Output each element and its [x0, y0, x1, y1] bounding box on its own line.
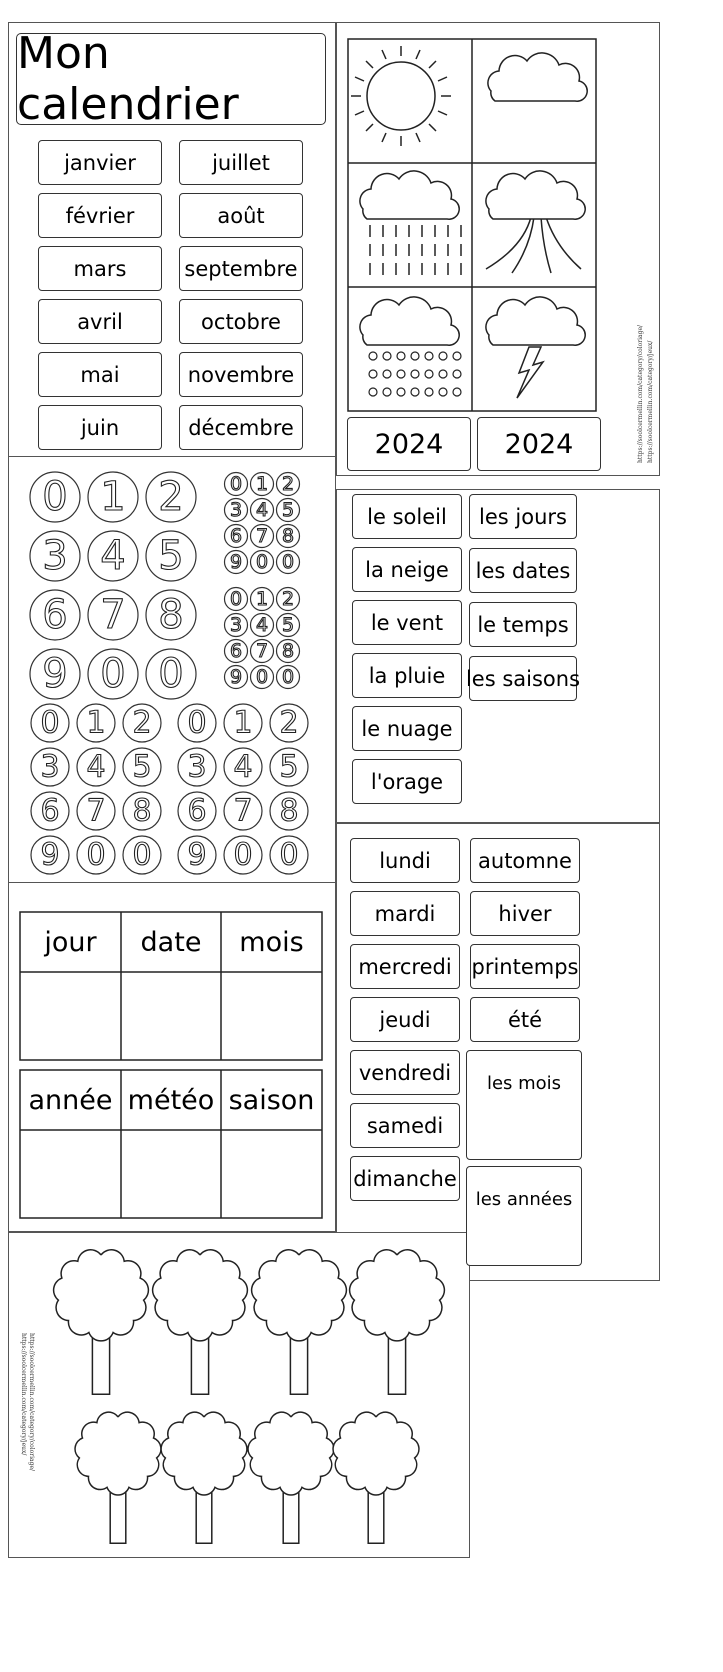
- digit-label: 0: [281, 666, 295, 688]
- day-card: lundi: [350, 838, 460, 883]
- grid-label-date: date: [140, 926, 202, 958]
- month-card: octobre: [179, 299, 303, 344]
- grid-label-annee: année: [28, 1084, 113, 1116]
- digit-circles: [9, 457, 337, 885]
- storm-cloud-icon: [486, 297, 585, 398]
- digit-label: 6: [42, 592, 68, 638]
- digit-label: 4: [100, 533, 126, 579]
- day-card: mardi: [350, 891, 460, 936]
- digit-label: 4: [233, 749, 253, 785]
- hail-cloud-icon: [360, 297, 461, 396]
- digit-label: 7: [255, 525, 269, 547]
- page-title: Mon calendrier: [16, 33, 326, 125]
- weather-word-card: la pluie: [352, 653, 462, 698]
- tree-icon: [54, 1250, 149, 1394]
- season-card: printemps: [470, 944, 580, 989]
- digit-label: 9: [42, 651, 68, 697]
- digit-label: 0: [187, 705, 207, 741]
- digit-label: 2: [279, 705, 299, 741]
- digit-label: 0: [158, 651, 184, 697]
- digit-label: 4: [86, 749, 106, 785]
- digit-label: 3: [229, 499, 243, 521]
- season-card: hiver: [470, 891, 580, 936]
- digit-label: 4: [255, 614, 269, 636]
- tree-icon: [350, 1250, 445, 1394]
- digit-label: 0: [86, 837, 106, 873]
- month-card: décembre: [179, 405, 303, 450]
- season-card: été: [470, 997, 580, 1042]
- tree-icon: [161, 1412, 247, 1543]
- tree-icon: [248, 1412, 334, 1543]
- digit-label: 0: [40, 705, 60, 741]
- weather-panel: [336, 22, 660, 476]
- weather-grid: [337, 23, 661, 477]
- source-url: https://soolcermellin.com/category/coloriage/: [637, 324, 644, 463]
- digit-label: 5: [132, 749, 152, 785]
- digit-label: 1: [233, 705, 253, 741]
- source-url: https://soolcermellin.com/category/jeux/: [20, 1333, 27, 1456]
- digit-label: 5: [279, 749, 299, 785]
- label-card-mois: les mois: [466, 1050, 582, 1160]
- grid-panel: [8, 882, 336, 1232]
- digit-label: 6: [40, 793, 60, 829]
- digit-label: 8: [158, 592, 184, 638]
- digit-label: 6: [229, 640, 243, 662]
- trees-panel: [8, 1232, 470, 1558]
- digit-label: 9: [229, 666, 243, 688]
- source-url: https://soolcermellin.com/category/jeux/: [647, 340, 654, 463]
- digit-label: 7: [86, 793, 106, 829]
- digit-label: 8: [281, 525, 295, 547]
- digit-label: 6: [229, 525, 243, 547]
- source-url: https://soolcermellin.com/category/coloriage/: [28, 1333, 35, 1472]
- weather-word-card: le vent: [352, 600, 462, 645]
- digit-label: 5: [281, 499, 295, 521]
- digit-label: 3: [42, 533, 68, 579]
- weather-word-card: les dates: [469, 548, 577, 593]
- weather-word-card: la neige: [352, 547, 462, 592]
- digit-label: 2: [281, 588, 295, 610]
- season-card: automne: [470, 838, 580, 883]
- grid-label-mois: mois: [239, 926, 304, 958]
- month-card: avril: [38, 299, 162, 344]
- grid-label-saison: saison: [228, 1084, 315, 1116]
- digit-label: 9: [229, 551, 243, 573]
- weather-word-card: le nuage: [352, 706, 462, 751]
- digit-label: 1: [255, 473, 269, 495]
- digit-label: 0: [229, 473, 243, 495]
- digits-panel: [8, 456, 336, 884]
- digit-label: 2: [132, 705, 152, 741]
- digit-label: 7: [233, 793, 253, 829]
- digit-label: 0: [255, 551, 269, 573]
- day-card: jeudi: [350, 997, 460, 1042]
- digit-label: 8: [279, 793, 299, 829]
- digit-label: 0: [255, 666, 269, 688]
- digit-label: 1: [86, 705, 106, 741]
- year-card: 2024: [477, 417, 601, 471]
- month-card: juin: [38, 405, 162, 450]
- digit-label: 1: [255, 588, 269, 610]
- digit-label: 1: [100, 474, 126, 520]
- digit-label: 3: [187, 749, 207, 785]
- month-card: juillet: [179, 140, 303, 185]
- day-card: mercredi: [350, 944, 460, 989]
- month-card: février: [38, 193, 162, 238]
- weather-word-card: l'orage: [352, 759, 462, 804]
- digit-label: 9: [187, 837, 207, 873]
- tree-icon: [153, 1250, 248, 1394]
- day-card: vendredi: [350, 1050, 460, 1095]
- year-card: 2024: [347, 417, 471, 471]
- grid-label-jour: jour: [44, 926, 97, 958]
- digit-label: 6: [187, 793, 207, 829]
- weather-word-card: le soleil: [352, 494, 462, 539]
- weather-word-card: le temps: [469, 602, 577, 647]
- digit-label: 7: [255, 640, 269, 662]
- month-card: août: [179, 193, 303, 238]
- day-card: dimanche: [350, 1156, 460, 1201]
- label-card-annees: les années: [466, 1166, 582, 1266]
- digit-label: 5: [281, 614, 295, 636]
- digit-label: 0: [100, 651, 126, 697]
- digit-label: 0: [281, 551, 295, 573]
- sun-icon: [351, 46, 451, 146]
- day-card: samedi: [350, 1103, 460, 1148]
- month-card: mars: [38, 246, 162, 291]
- digit-label: 9: [40, 837, 60, 873]
- digit-label: 2: [281, 473, 295, 495]
- tree-outlines: [9, 1233, 471, 1559]
- cloud-icon: [488, 53, 587, 101]
- digit-label: 4: [255, 499, 269, 521]
- digit-label: 7: [100, 592, 126, 638]
- digit-label: 0: [42, 474, 68, 520]
- digit-label: 3: [40, 749, 60, 785]
- digit-label: 8: [281, 640, 295, 662]
- weather-word-card: les jours: [469, 494, 577, 539]
- month-card: janvier: [38, 140, 162, 185]
- digit-label: 0: [229, 588, 243, 610]
- tree-icon: [252, 1250, 347, 1394]
- tree-icon: [75, 1412, 161, 1543]
- month-card: novembre: [179, 352, 303, 397]
- tree-icon: [333, 1412, 419, 1543]
- rain-cloud-icon: [360, 171, 461, 275]
- month-card: septembre: [179, 246, 303, 291]
- wind-cloud-icon: [486, 171, 585, 273]
- month-card: mai: [38, 352, 162, 397]
- digit-label: 0: [279, 837, 299, 873]
- digit-label: 0: [233, 837, 253, 873]
- weather-word-card: les saisons: [469, 656, 577, 701]
- digit-label: 8: [132, 793, 152, 829]
- digit-label: 5: [158, 533, 184, 579]
- digit-label: 3: [229, 614, 243, 636]
- digit-label: 0: [132, 837, 152, 873]
- digit-label: 2: [158, 474, 184, 520]
- grid-label-meteo: météo: [127, 1084, 215, 1116]
